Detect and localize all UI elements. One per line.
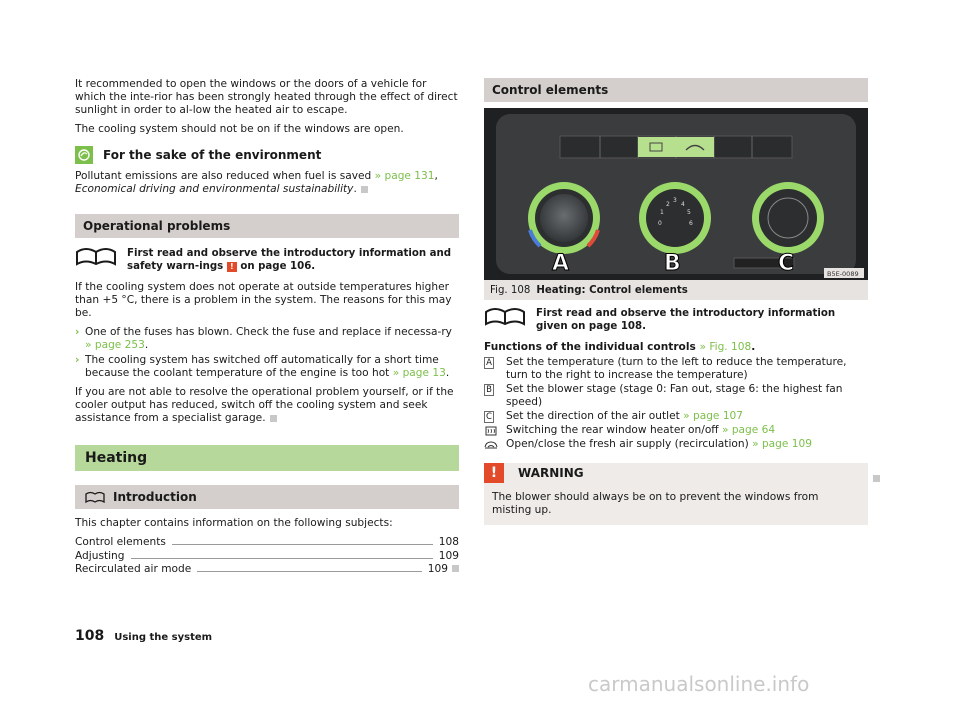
toc-page: 109 xyxy=(438,549,459,562)
bullet-coolant: › The cooling system has switched off automatically for a short time because the coolant temperature of the engine is too hot » page 13. xyxy=(75,354,450,379)
page-link[interactable]: » page 253 xyxy=(85,339,145,351)
badge-c: C xyxy=(484,411,494,423)
environment-title: For the sake of the environment xyxy=(103,148,322,162)
intro-paragraph-2: The cooling system should not be on if the windows are open. xyxy=(75,123,404,135)
function-item: Open/close the fresh air supply (recirculation) » page 109 xyxy=(484,438,868,451)
page-link[interactable]: » page 107 xyxy=(683,410,744,422)
warning-text: The blower should always be on to prevent the windows from misting up. xyxy=(492,491,819,516)
chapter-subjects-text: This chapter contains information on the following subjects: xyxy=(75,517,393,529)
warning-mini-icon: ! xyxy=(227,262,237,272)
badge-b: B xyxy=(484,384,494,396)
air-direction-knob[interactable] xyxy=(752,182,824,254)
page-link[interactable]: » page 109 xyxy=(752,438,813,450)
section-end-mark xyxy=(270,415,277,422)
environment-icon xyxy=(75,146,93,164)
introduction-heading: Introduction xyxy=(75,485,459,509)
blower-stage-3: 3 xyxy=(673,197,677,204)
toc-label: Control elements xyxy=(75,536,166,548)
figure-link[interactable]: » Fig. 108 xyxy=(699,341,752,353)
footer-section: Using the system xyxy=(114,632,213,643)
read-first-note: First read and observe the introductory information and safety warn-ings ! on page 106. xyxy=(75,246,459,273)
intro-paragraph-1: It recommended to open the windows or the doors of a vehicle for which the inte-rior has been strongly heated through the effect of direct sunlight in order to al-low the heated air to escape. xyxy=(75,78,458,116)
blower-stage-5: 5 xyxy=(687,209,691,216)
table-of-contents xyxy=(75,536,459,577)
book-icon xyxy=(484,306,526,326)
label-b: B xyxy=(664,251,681,276)
page-footer xyxy=(75,628,212,644)
operational-paragraph-1: If the cooling system does not operate at outside temperatures higher than +5 °C, there is a problem in the system. The reasons for this may be. xyxy=(75,281,452,319)
operational-paragraph-2: If you are not able to resolve the operational problem yourself, or if the cooler output has reduced, switch off the cooling system and seek assistance from a specialist garage. xyxy=(75,386,454,424)
operational-problems-heading: Operational problems xyxy=(75,214,459,238)
book-icon xyxy=(75,246,117,266)
warning-title: WARNING xyxy=(518,466,584,480)
blower-stage-0: 0 xyxy=(658,220,662,227)
read-first-note: First read and observe the introductory information given on page 108. xyxy=(484,306,868,333)
toc-leader xyxy=(172,537,433,545)
label-a: A xyxy=(552,251,570,276)
temperature-knob[interactable] xyxy=(528,182,600,254)
function-item: A Set the temperature (turn to the left to reduce the temperature, turn to the right to increase the temperature) xyxy=(484,356,868,382)
toc-label: Adjusting xyxy=(75,549,125,562)
blower-stage-1: 1 xyxy=(660,209,664,216)
toc-row[interactable] xyxy=(75,550,459,564)
label-c: C xyxy=(778,251,795,276)
rear-window-heater-icon xyxy=(484,424,498,437)
toc-row[interactable] xyxy=(75,536,459,550)
watermark: carmanualsonline.info xyxy=(588,672,810,696)
page-number: 108 xyxy=(75,628,105,644)
left-column xyxy=(75,78,459,577)
page-link[interactable]: » page 13 xyxy=(392,367,446,379)
section-end-mark xyxy=(873,475,880,482)
environment-text: Pollutant emissions are also reduced when fuel is saved » page 131, Economical driving and environmental sustainability. xyxy=(75,170,438,195)
blower-stage-2: 2 xyxy=(666,201,670,208)
book-icon xyxy=(85,491,105,503)
heating-heading: Heating xyxy=(75,445,459,471)
toc-leader xyxy=(197,564,422,572)
blower-stage-4: 4 xyxy=(681,201,685,208)
blower-stage-6: 6 xyxy=(689,220,693,227)
warning-box xyxy=(484,463,868,525)
functions-list: Functions of the individual controls » Fig. 108. A Set the temperature (turn to the left to reduce the temperature, turn to the right to increase the temperature) B Set the blower stage (stage 0: Fan out, stage 6: the highest fan speed) C Set the direction of the air outlet » page 107 Switching the rear window heater on/off » page 64 Open/close the fresh air supply (recirculation) » page 109 xyxy=(484,341,868,451)
section-end-mark xyxy=(452,565,459,572)
page-link[interactable]: » page 131 xyxy=(374,170,435,182)
warning-icon: ! xyxy=(484,463,504,483)
function-item: C Set the direction of the air outlet » page 107 xyxy=(484,410,868,423)
heating-controls-figure xyxy=(484,108,868,280)
figure-caption: Fig. 108 Heating: Control elements xyxy=(484,280,868,300)
control-elements-heading: Control elements xyxy=(484,78,868,102)
toc-leader xyxy=(131,551,433,559)
blower-knob[interactable] xyxy=(639,182,711,254)
toc-row[interactable] xyxy=(75,563,459,577)
right-column xyxy=(484,78,868,525)
recirculation-icon xyxy=(484,438,498,451)
function-item: Switching the rear window heater on/off » page 64 xyxy=(484,424,868,437)
section-end-mark xyxy=(361,186,368,193)
bullet-fuse: › One of the fuses has blown. Check the fuse and replace if necessa-ry » page 253. xyxy=(75,326,452,351)
environment-heading xyxy=(75,146,459,164)
page-link[interactable]: » page 64 xyxy=(721,424,776,436)
badge-a: A xyxy=(484,357,494,369)
toc-page: 108 xyxy=(438,536,459,548)
function-item: B Set the blower stage (stage 0: Fan out, stage 6: the highest fan speed) xyxy=(484,383,868,409)
toc-label: Recirculated air mode xyxy=(75,563,192,575)
figure-code: B5E-0089 xyxy=(827,270,859,278)
toc-page: 109 xyxy=(427,563,448,575)
